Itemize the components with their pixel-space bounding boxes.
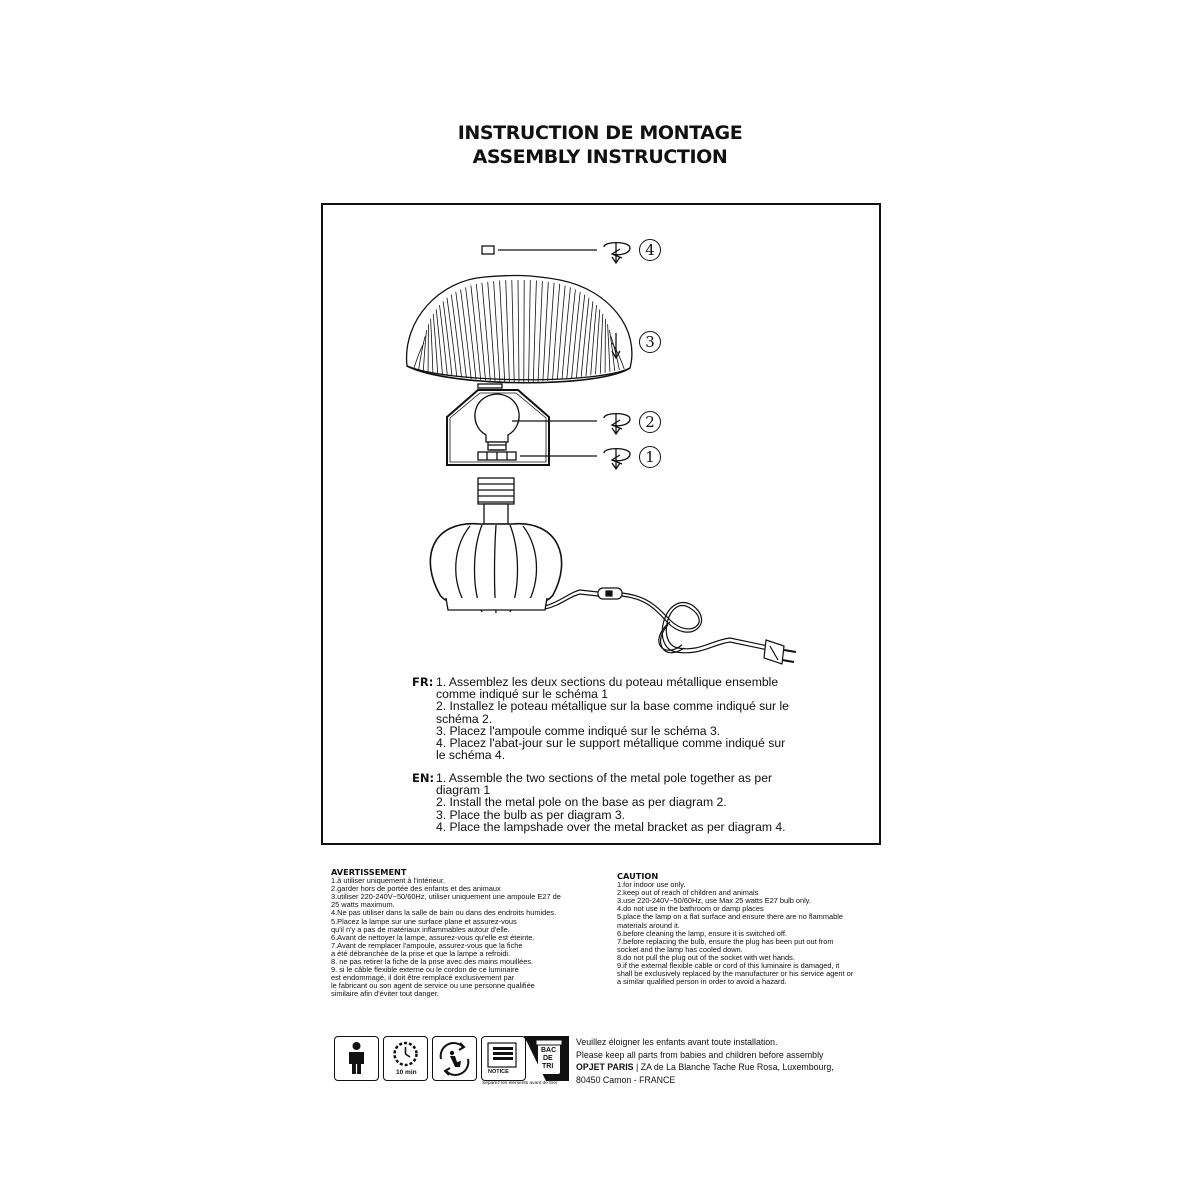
instruction-line: diagram 1 [436,783,491,798]
page-title-en: ASSEMBLY INSTRUCTION [472,146,728,168]
warning-line: 6.Avant de nettoyer la lampe, assurez-vous qu'elle est éteinte. [331,932,535,942]
instruction-line: 2. Installez le poteau métallique sur la base comme indiqué sur le [436,699,789,714]
time-label: 10 min [396,1069,417,1076]
warning-line: 4.Ne pas utiliser dans la salle de bain ou dans des endroits humides. [331,908,557,918]
warning-line: 7.Avant de remplacer l'ampoule, assurez-vous que la fiche [331,940,523,950]
bin-label-3: TRI [542,1063,554,1070]
sort-caption: Séparez les éléments avant de trier [482,1081,558,1086]
footer-address-line [576,1061,834,1074]
instruction-line: le schéma 4. [436,748,506,763]
footer-line-fr: Veuillez éloigner les enfants avant toute installation. [576,1037,778,1047]
footer-line-en: Please keep all parts from babies and children before assembly [576,1049,824,1060]
warning-title-en: CAUTION [617,871,659,881]
warning-line: 1.for indoor use only. [617,880,686,890]
warning-line: 7.before replacing the bulb, ensure the plug has been put out from [617,936,834,946]
warning-line: 8.do not pull the plug out of the socket with wet hands. [617,952,795,962]
instruction-line: 2. Install the metal pole on the base as per diagram 2. [436,795,727,810]
lamp-base [430,524,561,613]
warning-line: a été débranchée de la prise et que la lampe a refroidi. [331,948,511,958]
warning-line: 1.à utiliser uniquement à l'intérieur. [331,876,445,886]
instruction-lines-fr [436,676,816,761]
lampshade [407,275,632,388]
company-address-1: | ZA de La Blanche Tache Rue Rosa, Luxembourg, [633,1062,834,1072]
step-number-2: 2 [639,411,661,433]
warning-line: materials around it. [617,920,680,930]
warning-line: socket and the lamp has cooled down. [617,944,743,954]
warning-line: 9. si le câble flexible externe ou le cordon de ce luminaire [331,965,519,975]
page-title-fr: INSTRUCTION DE MONTAGE [457,122,743,144]
warning-line: a similar qualified person in order to avoid a hazard. [617,977,787,987]
power-cord [545,588,796,664]
warning-line: 2.keep out of reach of children and animals [617,888,759,898]
instruction-line: schéma 2. [436,711,493,726]
person-icon [334,1036,379,1081]
instruction-line: comme indiqué sur le schéma 1 [436,687,609,702]
footer [576,1036,834,1086]
instruction-line: 4. Place the lampshade over the metal bracket as per diagram 4. [436,819,786,834]
warning-line: 5.Placez la lampe sur une surface plane et assurez-vous [331,916,517,926]
warning-line: 4.do not use in the bathroom or damp places [617,904,764,914]
warning-line: 2.garder hors de portée des enfants et des animaux [331,884,501,894]
rotate-arrow-icon [604,243,630,263]
lang-tag-fr: FR: [412,675,434,689]
clock-icon [383,1036,428,1081]
metal-pole [478,478,514,524]
instruction-line: 3. Place the bulb as per diagram 3. [436,807,626,822]
lang-tag-en: EN: [412,771,435,785]
recycle-icon [432,1036,477,1081]
step-number-3: 3 [639,331,661,353]
instruction-lines-en [436,772,816,833]
notice-icon [481,1036,526,1081]
bin-label-2: DE [543,1055,553,1062]
company-name: OPJET PARIS [576,1062,634,1072]
warning-line: shall be exclusively replaced by the manufacturer or his service agent or [617,969,854,979]
rotate-arrow-icon [604,449,630,469]
instruction-line: 1. Assemble the two sections of the metal pole together as per [436,771,773,785]
instruction-line: 1. Assemblez les deux sections du poteau métallique ensemble [436,675,779,689]
notice-label: NOTICE [488,1069,509,1075]
warning-line: 6.before cleaning the lamp, ensure it is switched off. [617,928,787,938]
bin-icon [524,1036,569,1081]
warning-line: similaire afin d'éviter tout danger. [331,989,439,999]
step-number-1: 1 [639,446,661,468]
bin-label-1: BAC [541,1047,557,1054]
warning-fr [331,868,561,999]
instruction-line: 3. Placez l'ampoule comme indiqué sur le schéma 3. [436,723,721,738]
warning-line: 9.if the external flexible cable or cord of this luminaire is damaged, it [617,961,840,971]
warning-title-fr: AVERTISSEMENT [331,867,407,877]
warning-line: 8. ne pas retirer la fiche de la prise avec des mains mouillées. [331,957,534,967]
warning-line: 25 watts maximum. [331,900,395,910]
warning-line: 3.use 220-240V~50/60Hz, use Max 25 watts E27 bulb only. [617,896,811,906]
warning-line: 3.utiliser 220-240V~50/60Hz, utiliser uniquement une ampoule E27 de [331,892,561,902]
instruction-line: 4. Placez l'abat-jour sur le support métallique comme indiqué sur [436,736,786,751]
finial-cap [482,246,494,254]
warning-line: est endommagé, il doit être remplacé exclusivement par [331,973,515,983]
rotate-arrow-icon [604,414,630,434]
warning-en [617,872,853,986]
warning-line: qu'il n'y a pas de matériaux inflammables autour d'elle. [331,924,510,934]
company-address-2: 80450 Camon - FRANCE [576,1074,676,1085]
warning-line: le fabricant ou son agent de service ou une personne qualifiée [331,981,535,991]
warning-line: 5.place the lamp on a flat surface and ensure there are no flammable [617,912,843,922]
step-number-4: 4 [639,239,661,261]
